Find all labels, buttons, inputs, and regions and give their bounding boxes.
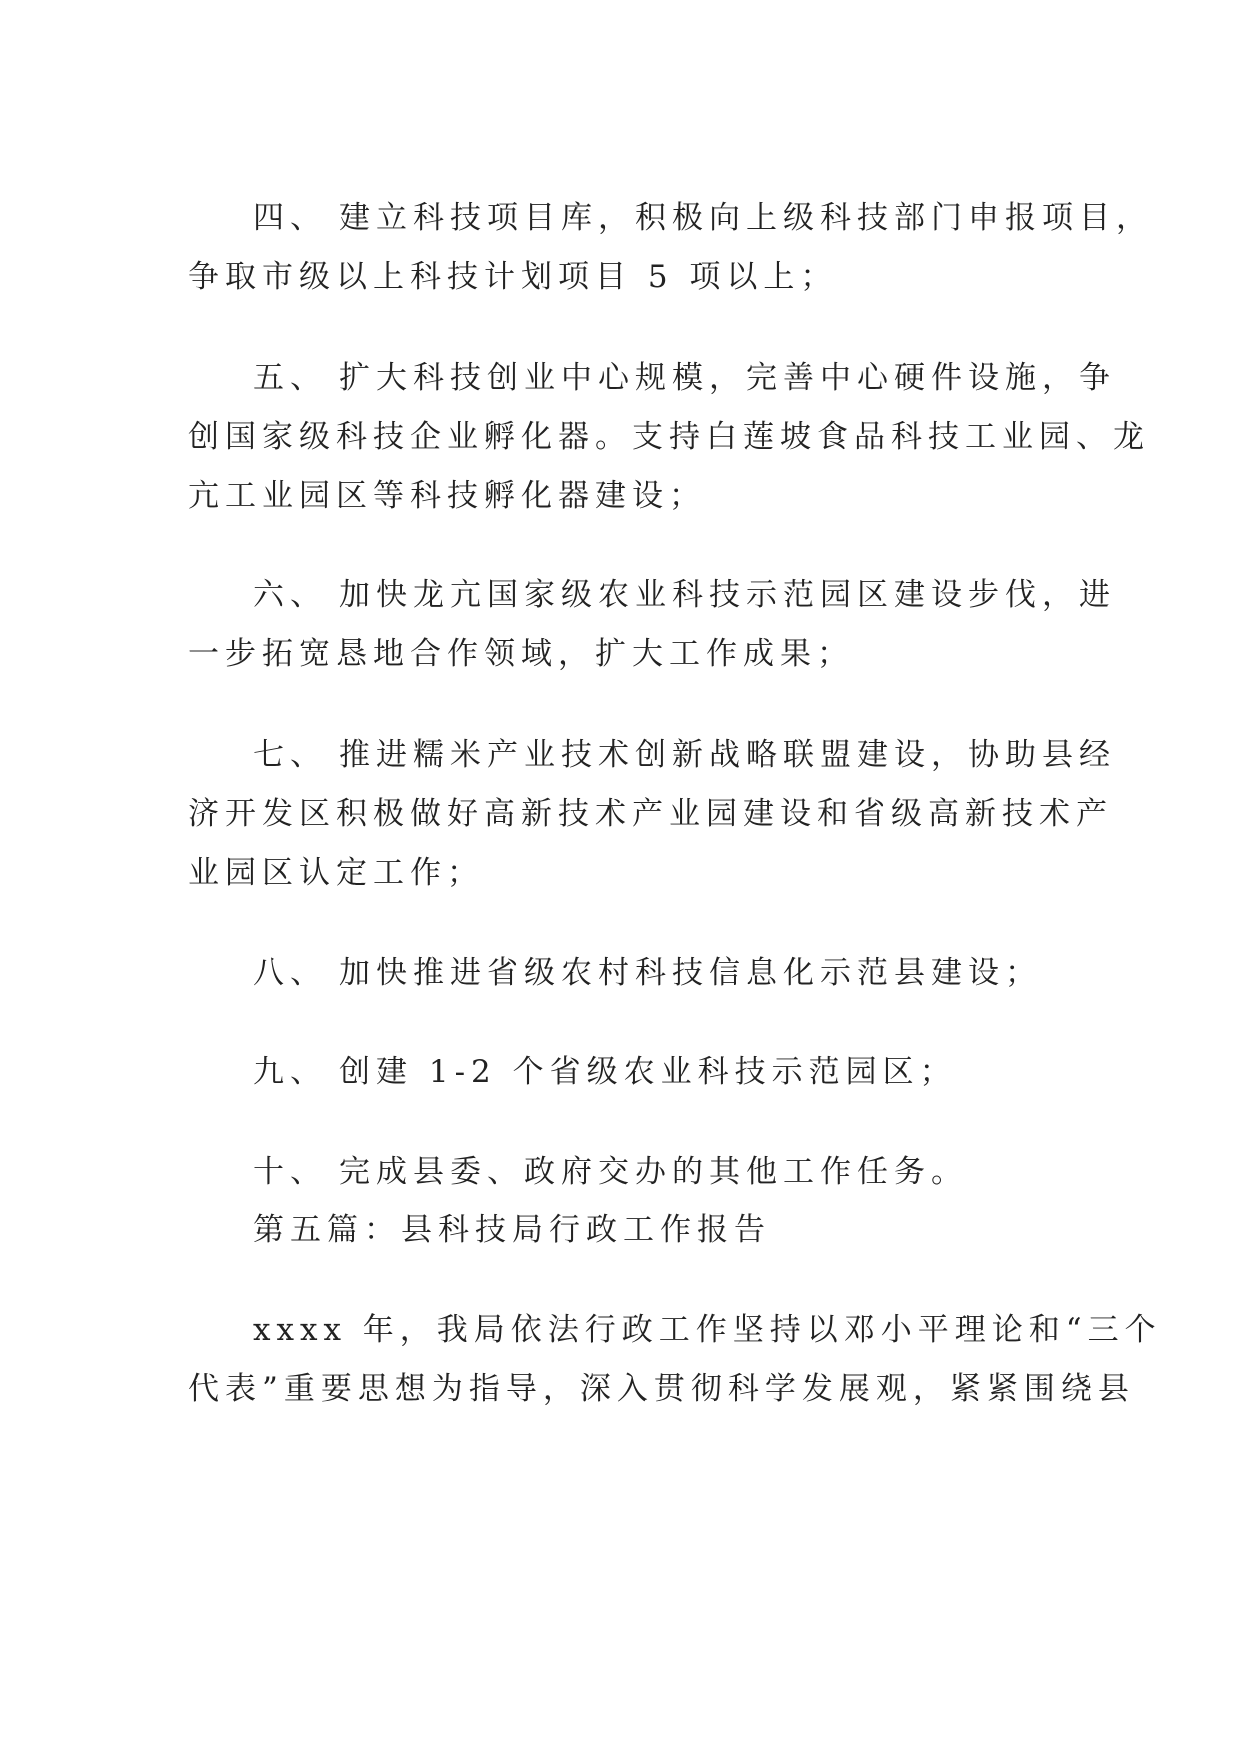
- list-item-5-line-1: 五、 扩大科技创业中心规模，完善中心硬件设施，争: [253, 360, 1116, 396]
- list-item-7-line-1: 七、 推进糯米产业技术创新战略联盟建设，协助县经: [253, 737, 1116, 773]
- item-number: 八、: [253, 955, 327, 991]
- item-number: 七、: [253, 737, 327, 773]
- intro-line-2: 代表”重要思想为指导，深入贯彻科学发展观，紧紧围绕县: [188, 1371, 1135, 1407]
- section-title: 第五篇：县科技局行政工作报告: [253, 1212, 771, 1248]
- list-item-8: 八、 加快推进省级农村科技信息化示范县建设；: [253, 955, 1042, 991]
- item-number: 五、: [253, 360, 327, 396]
- list-item-6-line-1: 六、 加快龙亢国家级农业科技示范园区建设步伐，进: [253, 577, 1116, 613]
- list-item-9: 九、 创建 1-2 个省级农业科技示范园区；: [253, 1054, 957, 1090]
- item-number: 四、: [253, 200, 327, 236]
- list-item-4-line-1: 四、 建立科技项目库，积极向上级科技部门申报项目，: [253, 200, 1153, 236]
- list-item-5-line-2: 创国家级科技企业孵化器。支持白莲坡食品科技工业园、龙: [188, 419, 1150, 455]
- item-number: 九、: [253, 1054, 327, 1090]
- item-number: 十、: [253, 1154, 327, 1190]
- list-item-6-line-2: 一步拓宽恳地合作领域，扩大工作成果；: [188, 636, 854, 672]
- list-item-7-line-2: 济开发区积极做好高新技术产业园建设和省级高新技术产: [188, 796, 1113, 832]
- list-item-10: 十、 完成县委、政府交办的其他工作任务。: [253, 1154, 968, 1190]
- list-item-7-line-3: 业园区认定工作；: [188, 855, 484, 891]
- list-item-4-line-2: 争取市级以上科技计划项目 5 项以上；: [188, 259, 838, 295]
- list-item-5-line-3: 亢工业园区等科技孵化器建设；: [188, 478, 706, 514]
- intro-line-1: xxxx 年，我局依法行政工作坚持以邓小平理论和“三个: [253, 1312, 1162, 1348]
- item-number: 六、: [253, 577, 327, 613]
